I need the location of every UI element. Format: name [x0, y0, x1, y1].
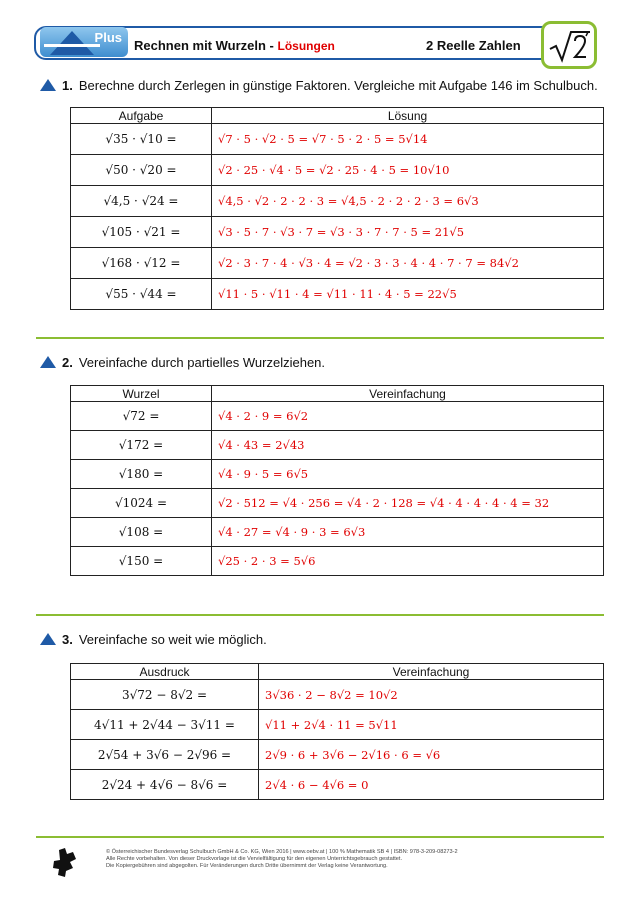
- level-pyramid-icon: [40, 79, 56, 91]
- column-header-task: Ausdruck: [71, 664, 259, 680]
- title-text: Rechnen mit Wurzeln -: [134, 38, 274, 53]
- solution-cell: √2 · 512 = √4 · 256 = √4 · 2 · 128 = √4 · 4 · 4 · 4 · 4 = 32: [212, 489, 604, 518]
- table-row: [71, 680, 604, 710]
- task-cell: 2√24 + 4√6 − 8√6 =: [71, 770, 259, 800]
- table-row: [71, 770, 604, 800]
- table-row: [71, 279, 604, 310]
- task-number: 1.: [62, 78, 73, 93]
- solution-cell: √4 · 2 · 9 = 6√2: [212, 402, 604, 431]
- table-row: [71, 710, 604, 740]
- table-row: [71, 124, 604, 155]
- section-divider: [36, 614, 604, 616]
- table-row: [71, 186, 604, 217]
- footer-copyright: [106, 849, 458, 870]
- logo-text: Plus: [94, 30, 122, 45]
- solution-cell: √3 · 5 · 7 · √3 · 7 = √3 · 3 · 7 · 7 · 5 = 21√5: [212, 217, 604, 248]
- table-row: [71, 460, 604, 489]
- solution-cell: √4 · 43 = 2√43: [212, 431, 604, 460]
- task-cell: √72 =: [71, 402, 212, 431]
- task-cell: √180 =: [71, 460, 212, 489]
- task-cell: √108 =: [71, 518, 212, 547]
- solution-cell: √25 · 2 · 3 = 5√6: [212, 547, 604, 576]
- column-header-task: Wurzel: [71, 386, 212, 402]
- footer-line: Alle Rechte vorbehalten. Von dieser Druckvorlage ist die Vervielfältigung für den eigenen Unterrichtsgebrauch gestattet.: [106, 856, 403, 862]
- plus-logo: [40, 27, 128, 57]
- table-row: [71, 547, 604, 576]
- solution-cell: 2√9 · 6 + 3√6 − 2√16 · 6 = √6: [259, 740, 604, 770]
- table-row: [71, 248, 604, 279]
- solution-cell: √2 · 25 · √4 · 5 = √2 · 25 · 4 · 5 = 10√10: [212, 155, 604, 186]
- solution-cell: √11 + 2√4 · 11 = 5√11: [259, 710, 604, 740]
- solution-cell: √4 · 27 = √4 · 9 · 3 = 6√3: [212, 518, 604, 547]
- task-instruction: Vereinfache so weit wie möglich.: [78, 632, 267, 647]
- solution-cell: √7 · 5 · √2 · 5 = √7 · 5 · 2 · 5 = 5√14: [212, 124, 604, 155]
- task-cell: 4√11 + 2√44 − 3√11 =: [71, 710, 259, 740]
- footer-line: © Österreichischer Bundesverlag Schulbuch GmbH & Co. KG, Wien 2016 | www.oebv.at | 100 % Mathematik SB 4 | ISBN: 978-3-209-08273-2: [106, 849, 458, 855]
- logo-stripe: [44, 44, 100, 47]
- task-3-table: [70, 663, 604, 800]
- task-cell: √150 =: [71, 547, 212, 576]
- solution-cell: 3√36 · 2 − 8√2 = 10√2: [259, 680, 604, 710]
- column-header-solution: Lösung: [212, 108, 604, 124]
- task-cell: √172 =: [71, 431, 212, 460]
- task-instruction: Vereinfache durch partielles Wurzelziehen.: [78, 355, 326, 370]
- task-instruction: Berechne durch Zerlegen in günstige Faktoren. Vergleiche mit Aufgabe 146 im Schulbuch.: [78, 78, 598, 93]
- task-cell: 3√72 − 8√2 =: [71, 680, 259, 710]
- level-pyramid-icon: [40, 356, 56, 368]
- task-cell: √50 · √20 =: [71, 155, 212, 186]
- task-cell: √1024 =: [71, 489, 212, 518]
- task-1-heading: [40, 78, 598, 93]
- task-cell: √4,5 · √24 =: [71, 186, 212, 217]
- task-2-table: [70, 385, 604, 576]
- table-row: [71, 402, 604, 431]
- level-pyramid-icon: [40, 633, 56, 645]
- solution-cell: √4,5 · √2 · 2 · 2 · 3 = √4,5 · 2 · 2 · 2 · 3 = 6√3: [212, 186, 604, 217]
- chapter-label: 2 Reelle Zahlen: [426, 38, 521, 53]
- page-title: [134, 38, 335, 53]
- pyramid-icon: [50, 31, 94, 55]
- section-divider: [36, 836, 604, 838]
- task-cell: 2√54 + 3√6 − 2√96 =: [71, 740, 259, 770]
- column-header-solution: Vereinfachung: [259, 664, 604, 680]
- task-1-table: [70, 107, 604, 310]
- table-row: [71, 217, 604, 248]
- table-row: [71, 489, 604, 518]
- footer-line: Die Kopiergebühren sind abgegolten. Für Veränderungen durch Dritte übernimmt der Verlag keine Verantwortung.: [106, 863, 388, 869]
- task-cell: √168 · √12 =: [71, 248, 212, 279]
- task-number: 3.: [62, 632, 73, 647]
- section-divider: [36, 337, 604, 339]
- task-cell: √105 · √21 =: [71, 217, 212, 248]
- table-row: [71, 518, 604, 547]
- square-root-badge-icon: [541, 21, 597, 69]
- solution-cell: √2 · 3 · 7 · 4 · √3 · 4 = √2 · 3 · 3 · 4 · 4 · 7 · 7 = 84√2: [212, 248, 604, 279]
- solution-cell: √11 · 5 · √11 · 4 = √11 · 11 · 4 · 5 = 22√5: [212, 279, 604, 310]
- column-header-task: Aufgabe: [71, 108, 212, 124]
- task-2-heading: [40, 355, 325, 370]
- task-number: 2.: [62, 355, 73, 370]
- solution-cell: √4 · 9 · 5 = 6√5: [212, 460, 604, 489]
- table-row: [71, 431, 604, 460]
- task-cell: √35 · √10 =: [71, 124, 212, 155]
- table-row: [71, 155, 604, 186]
- task-cell: √55 · √44 =: [71, 279, 212, 310]
- puzzle-piece-icon: [51, 848, 77, 878]
- table-row: [71, 740, 604, 770]
- solutions-label: Lösungen: [277, 39, 335, 53]
- task-3-heading: [40, 632, 267, 647]
- solution-cell: 2√4 · 6 − 4√6 = 0: [259, 770, 604, 800]
- column-header-solution: Vereinfachung: [212, 386, 604, 402]
